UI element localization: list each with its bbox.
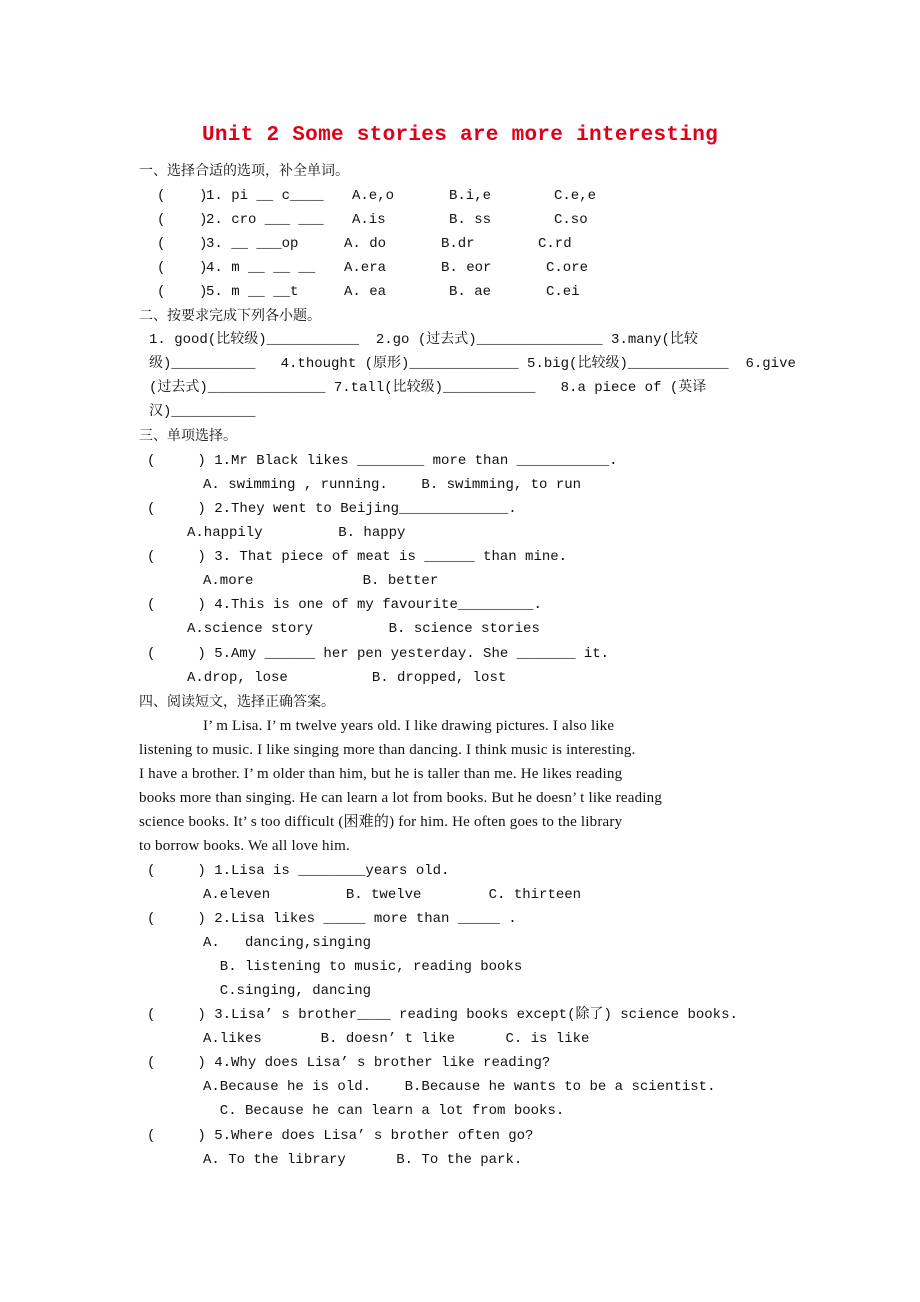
question-text: ( ) 2.They went to Beijing_____________.: [147, 501, 517, 517]
question-options: A.science story B. science stories: [187, 621, 540, 637]
option-a: A. do: [344, 236, 387, 252]
passage-line: listening to music. I like singing more than dancing. I think music is interesting.: [139, 742, 636, 758]
section2-line: 级)__________ 4.thought (原形)_____________ 5.big(比较级)____________ 6.give: [149, 356, 796, 372]
section4-heading: 四、阅读短文，选择正确答案。: [139, 694, 335, 710]
question-text: ( ) 4.This is one of my favourite_________.: [147, 597, 542, 613]
question-text: ( ) 5.Amy ______ her pen yesterday. She _______ it.: [147, 646, 610, 662]
question-text: ( ) 5.Where does Lisa’ s brother often go?: [147, 1128, 534, 1144]
option-c: C.ore: [546, 260, 589, 276]
question-text: 4. m __ __ __: [206, 260, 316, 276]
passage-line: to borrow books. We all love him.: [139, 838, 350, 854]
answer-bracket: ( ): [157, 212, 208, 228]
answer-bracket: ( ): [157, 236, 208, 252]
question-text: 2. cro ___ ___: [206, 212, 324, 228]
option-c: C.ei: [546, 284, 580, 300]
section2-line: (过去式)______________ 7.tall(比较级)___________ 8.a piece of (英译: [149, 380, 707, 396]
question-options: A. dancing,singing: [203, 935, 372, 951]
section1-heading: 一、选择合适的选项，补全单词。: [139, 163, 349, 179]
option-a: A.e,o: [352, 188, 395, 204]
question-text: ( ) 1.Lisa is ________years old.: [147, 863, 450, 879]
question-text: 5. m __ __t: [206, 284, 299, 300]
answer-bracket: ( ): [157, 284, 208, 300]
section2-line: 汉)__________: [149, 404, 256, 420]
passage-line: I have a brother. I’ m older than him, but he is taller than me. He likes reading: [139, 766, 623, 782]
question-text: ( ) 4.Why does Lisa’ s brother like reading?: [147, 1055, 551, 1071]
question-options: B. listening to music, reading books: [203, 959, 523, 975]
option-b: B.i,e: [449, 188, 492, 204]
passage-line: science books. It’ s too difficult (困难的) for him. He often goes to the library: [139, 814, 623, 830]
section2-heading: 二、按要求完成下列各小题。: [139, 308, 321, 324]
option-c: C.so: [554, 212, 588, 228]
question-text: ( ) 1.Mr Black likes ________ more than ___________.: [147, 453, 618, 469]
option-c: C.e,e: [554, 188, 597, 204]
passage-line: I’ m Lisa. I’ m twelve years old. I like drawing pictures. I also like: [203, 718, 615, 734]
question-options: A.happily B. happy: [187, 525, 406, 541]
section3-heading: 三、单项选择。: [139, 428, 237, 444]
option-a: A.era: [344, 260, 387, 276]
option-b: B. ss: [449, 212, 492, 228]
question-text: ( ) 2.Lisa likes _____ more than _____ .: [147, 911, 517, 927]
question-text: ( ) 3.Lisa’ s brother____ reading books except(除了) science books.: [147, 1007, 738, 1023]
question-options: A.drop, lose B. dropped, lost: [187, 670, 507, 686]
worksheet-title: Unit 2 Some stories are more interesting: [201, 124, 719, 147]
question-options: A.eleven B. twelve C. thirteen: [203, 887, 582, 903]
option-b: B.dr: [441, 236, 475, 252]
question-options: A.Because he is old. B.Because he wants to be a scientist.: [203, 1079, 716, 1095]
question-text: 3. __ ___op: [206, 236, 299, 252]
question-text: 1. pi __ c____: [206, 188, 324, 204]
option-a: A.is: [352, 212, 386, 228]
question-options: C. Because he can learn a lot from books.: [203, 1103, 565, 1119]
question-options: A.more B. better: [203, 573, 439, 589]
answer-bracket: ( ): [157, 260, 208, 276]
option-b: B. eor: [441, 260, 492, 276]
question-options: C.singing, dancing: [203, 983, 372, 999]
question-options: A. To the library B. To the park.: [203, 1152, 523, 1168]
question-options: A.likes B. doesn’ t like C. is like: [203, 1031, 590, 1047]
passage-line: books more than singing. He can learn a lot from books. But he doesn’ t like reading: [139, 790, 663, 806]
section2-line: 1. good(比较级)___________ 2.go (过去式)_______________ 3.many(比较: [149, 332, 698, 348]
question-options: A. swimming , running. B. swimming, to run: [203, 477, 582, 493]
option-a: A. ea: [344, 284, 387, 300]
option-b: B. ae: [449, 284, 492, 300]
answer-bracket: ( ): [157, 188, 208, 204]
question-text: ( ) 3. That piece of meat is ______ than mine.: [147, 549, 568, 565]
option-c: C.rd: [538, 236, 572, 252]
